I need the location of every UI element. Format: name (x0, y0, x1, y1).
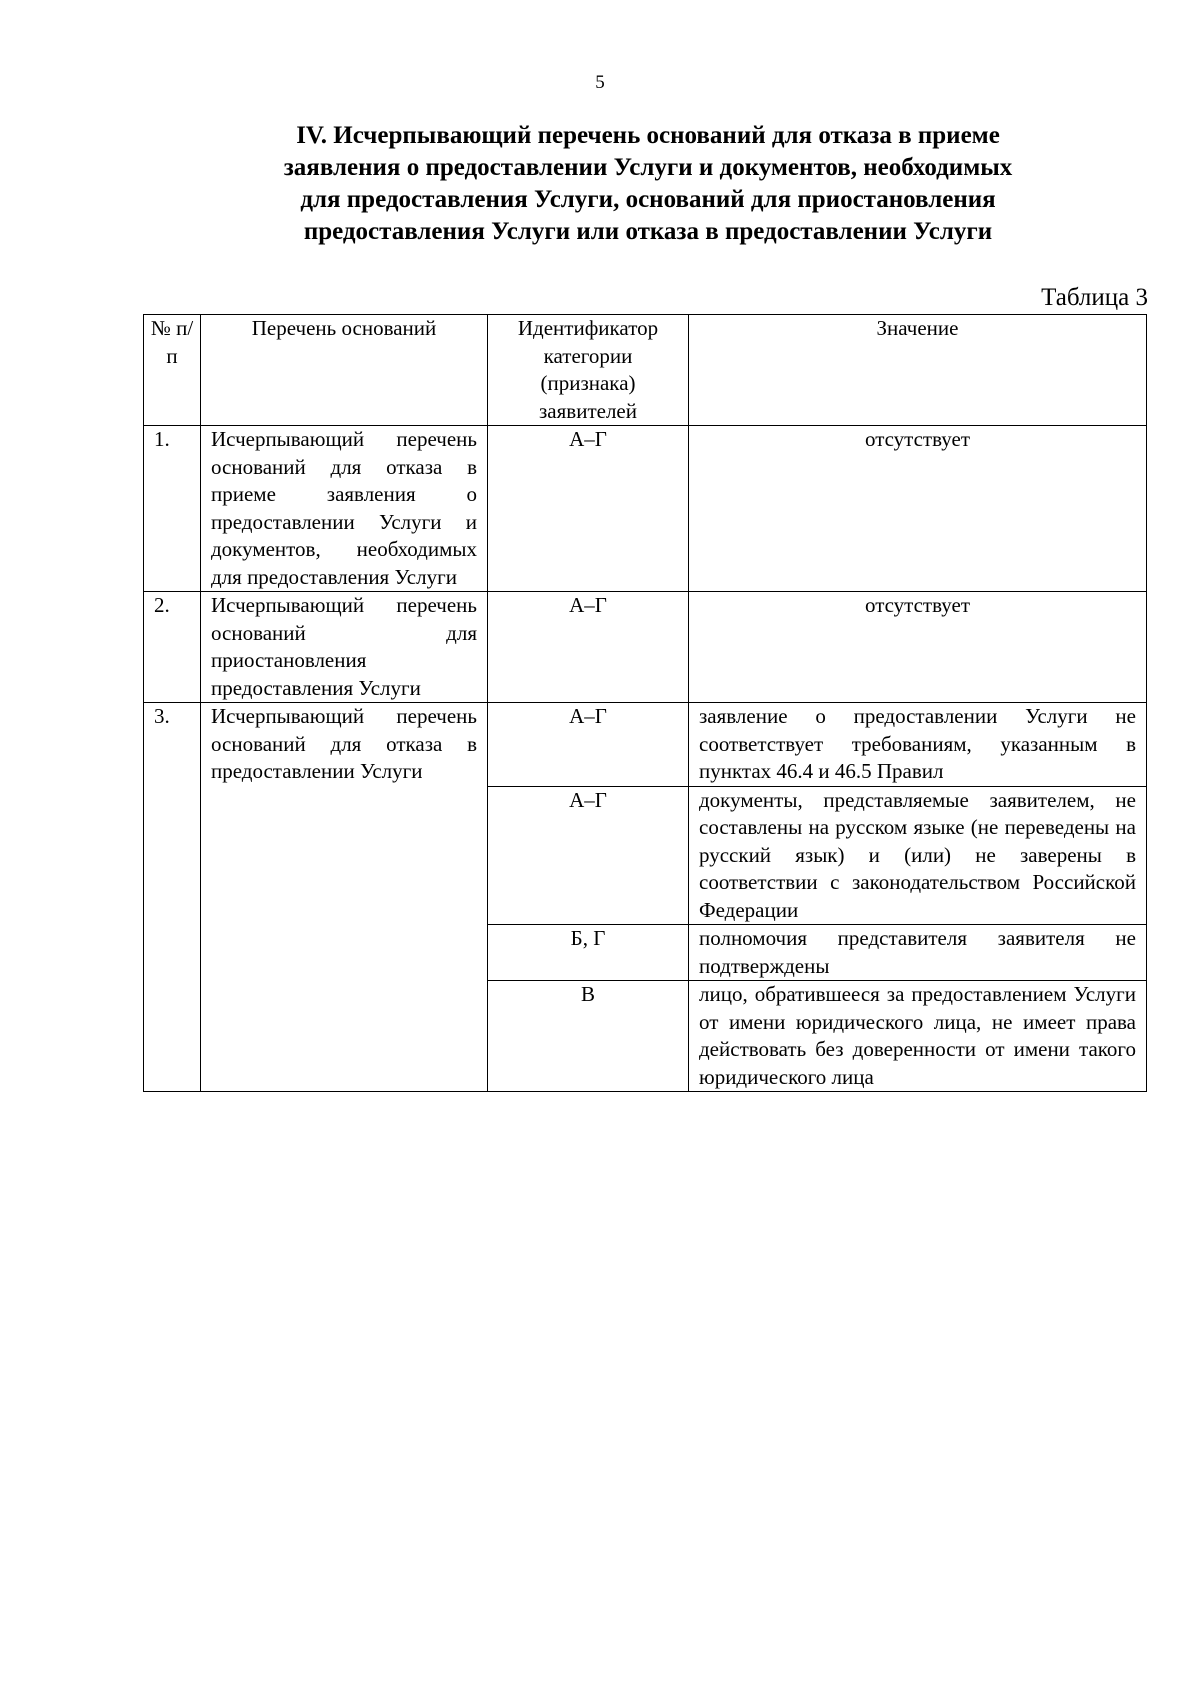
row-value: отсутствует (689, 426, 1147, 592)
heading-line: для предоставления Услуги, оснований для приостановления (300, 186, 996, 213)
table-caption: Таблица 3 (1041, 284, 1148, 311)
heading-line: предоставления Услуги или отказа в предоставлении Услуги (303, 218, 993, 245)
row-category: А–Г (488, 592, 689, 703)
row-basis: Исчерпывающий перечень оснований для отказа в приеме заявления о предоставлении Услуги и документов, необходимых для предоставления Услуги (201, 426, 488, 592)
page-number: 5 (595, 72, 605, 93)
row-value: отсутствует (689, 592, 1147, 703)
heading-line: IV. Исчерпывающий перечень оснований для отказа в приеме (296, 122, 1000, 149)
table-row (144, 592, 1147, 703)
row-value: лицо, обратившееся за предоставлением Услуги от имени юридического лица, не имеет права действовать без доверенности от имени такого юридического лица (689, 981, 1147, 1092)
row-basis: Исчерпывающий перечень оснований для приостановления предоставления Услуги (201, 592, 488, 703)
row-value: заявление о предоставлении Услуги не соответствует требованиям, указанным в пунктах 46.4 и 46.5 Правил (689, 703, 1147, 787)
table-row (144, 703, 1147, 787)
table-header-row (144, 315, 1147, 426)
header-category: Идентификатор категории (признака) заявителей (488, 315, 689, 426)
header-value: Значение (689, 315, 1147, 426)
row-value: полномочия представителя заявителя не подтверждены (689, 925, 1147, 981)
grounds-table (143, 314, 1147, 1092)
row-number: 2. (144, 592, 201, 703)
row-number: 3. (144, 703, 201, 1092)
row-category: В (488, 981, 689, 1092)
row-category: А–Г (488, 703, 689, 787)
row-category: А–Г (488, 426, 689, 592)
section-heading (144, 120, 1152, 248)
header-basis: Перечень оснований (201, 315, 488, 426)
table-row (144, 426, 1147, 592)
header-number: № п/п (144, 315, 201, 426)
row-value: документы, представляемые заявителем, не составлены на русском языке (не переведены на русский язык) и (или) не заверены в соответствии с законодательством Российской Федерации (689, 786, 1147, 925)
row-number: 1. (144, 426, 201, 592)
heading-line: заявления о предоставлении Услуги и документов, необходимых (283, 154, 1013, 181)
row-category: Б, Г (488, 925, 689, 981)
row-category: А–Г (488, 786, 689, 925)
row-basis: Исчерпывающий перечень оснований для отказа в предоставлении Услуги (201, 703, 488, 1092)
